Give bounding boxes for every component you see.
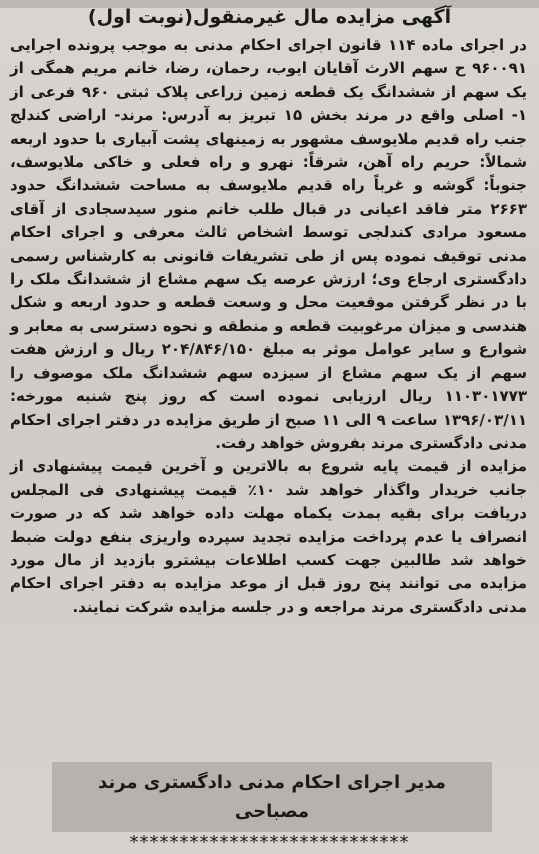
signature-name: مصباحی: [234, 801, 310, 822]
notice-paragraph-1: در اجرای ماده ۱۱۴ قانون اجرای احکام مدنی به موجب پرونده اجرایی ۹۶۰۰۹۱ ح سهم الارث آقایان ایوب، رحمان، رضا، خانم مریم همگی از یک سهم از ششدانگ یک قطعه زمین زراعی پلاک ثبتی ۹۶۰ فرعی از ۱- اصلی واقع در مرند بخش ۱۵ تبریز به آدرس: مرند- اراضی کندلج جنب راه قدیم ملایوسف مشهور به زمینهای پشت آبیاری با حدود اربعه شمالاً: حریم راه آهن، شرقاً: نهرو و راه فعلی و خاکی ملایوسف، جنوباً: گوشه و غرباً راه قدیم ملایوسف به مساحت ششدانگ حدود ۲۶۶۳ متر فاقد اعیانی در قبال طلب خانم منور سیدسجادی از آقای مسعود مرادی کندلجی توسط اشخاص ثالث معرفی و اجرای احکام مدنی توقیف نموده پس از طی تشریفات قانونی به کارشناس رسمی دادگستری ارجاع وی؛ ارزش عرصه یک سهم مشاع از ششدانگ ملک را با در نظر گرفتن موقعیت محل و وسعت قطعه و حدود اربعه و شکل هندسی و میزان مرغوبیت قطعه و منطقه و نحوه دسترسی به معابر و شوارع و سایر عوامل موثر به مبلغ ۲۰۴/۸۴۶/۱۵۰ ریال و ارزش هفت سهم از یک سهم مشاع از سیزده سهم ششدانگ ملک موصوف را ۱۱۰۳۰۱۷۷۳ ریال ارزیابی نموده است که روز پنج شنبه مورخه: ۱۳۹۶/۰۳/۱۱ ساعت ۹ الی ۱۱ صبح از طریق مزایده در دفتر اجرای احکام مدنی دادگستری مرند بفروش خواهد رفت.: [10, 36, 528, 452]
notice-paragraph-2: مزایده از قیمت پایه شروع به بالاترین و آخرین قیمت پیشنهادی از جانب خریدار واگذار خواهد شد ۱۰٪ قیمت پیشنهادی فی المجلس دریافت برای بقیه بمدت یکماه مهلت داده خواهد شد که در صورت انصراف یا عدم پرداخت مزایده تجدید سپرده واریزی بنفع دولت ضبط خواهد شد طالبین جهت کسب اطلاعات بیشترو بازدید از مال مورد مزایده می توانند پنج روز قبل از موعد مزایده به دفتر اجرای احکام مدنی دادگستری مرند مراجعه و در جلسه مزایده شرکت نمایند.: [10, 457, 528, 616]
signature-title: مدیر اجرای احکام مدنی دادگستری مرند: [98, 772, 446, 793]
signature-box: [52, 762, 492, 832]
star-divider: ****************************: [129, 832, 410, 853]
notice-body: [10, 34, 527, 619]
notice-title: آگهی مزایده مال غیرمنقول(نوبت اول): [87, 6, 452, 28]
